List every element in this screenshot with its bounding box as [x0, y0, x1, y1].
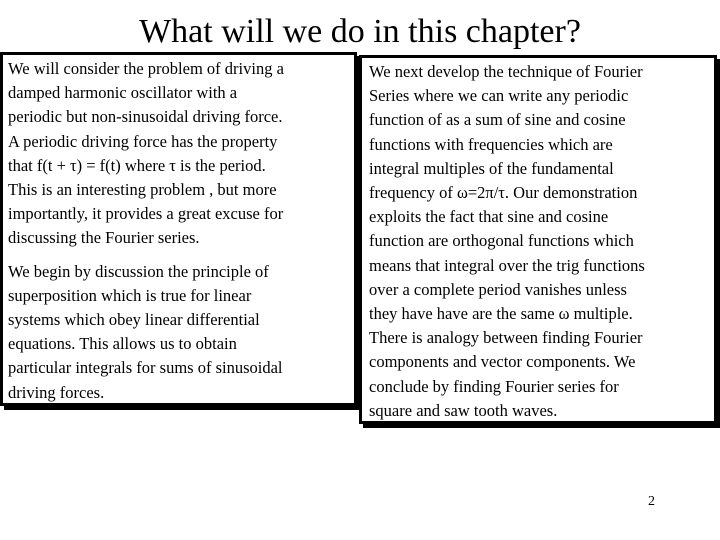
text-line: We will consider the problem of driving a — [8, 59, 284, 78]
text-line: We begin by discussion the principle of — [8, 261, 269, 281]
text-line: conclude by finding Fourier series for — [369, 376, 619, 396]
right-text-box — [359, 55, 717, 424]
text-line: square and saw tooth waves. — [369, 400, 558, 420]
text-line: that f(t + τ) = f(t) where τ is the period. — [8, 155, 266, 175]
text-line: means that integral over the trig functions — [369, 255, 645, 275]
text-line: particular integrals for sums of sinusoidal — [8, 358, 283, 378]
text-line: discussing the Fourier series. — [8, 228, 200, 248]
text-line: function are orthogonal functions which — [369, 231, 634, 251]
text-line: function of as a sum of sine and cosine — [369, 110, 626, 130]
text-line: components and vector components. We — [369, 352, 636, 372]
left-paragraph-2 — [8, 260, 354, 405]
text-line: There is analogy between finding Fourier — [369, 328, 643, 348]
left-text-box — [0, 52, 357, 406]
text-line: systems which obey linear differential — [8, 310, 260, 330]
text-line: over a complete period vanishes unless — [369, 279, 627, 299]
text-line: superposition which is true for linear — [8, 285, 252, 305]
text-line: We next develop the technique of Fourier — [369, 62, 643, 81]
text-line: damped harmonic oscillator with a — [8, 83, 238, 103]
text-line: importantly, it provides a great excuse for — [8, 204, 284, 224]
text-line: frequency of ω=2π/τ. Our demonstration — [369, 183, 638, 203]
text-line: functions with frequencies which are — [369, 134, 613, 154]
text-line: equations. This allows us to obtain — [8, 334, 237, 354]
slide-title: What will we do in this chapter? — [139, 13, 581, 50]
text-line: driving forces. — [8, 382, 105, 402]
left-paragraph-1 — [8, 57, 354, 251]
text-line: A periodic driving force has the property — [8, 131, 278, 151]
text-line: This is an interesting problem , but more — [8, 180, 277, 200]
text-line: integral multiples of the fundamental — [369, 158, 614, 178]
text-line: they have have are the same ω multiple. — [369, 304, 633, 324]
text-line: Series where we can write any periodic — [369, 86, 629, 106]
text-line: periodic but non-sinusoidal driving force. — [8, 107, 283, 127]
page-number: 2 — [648, 494, 655, 509]
text-line: exploits the fact that sine and cosine — [369, 207, 609, 227]
right-paragraph-1 — [369, 60, 714, 423]
